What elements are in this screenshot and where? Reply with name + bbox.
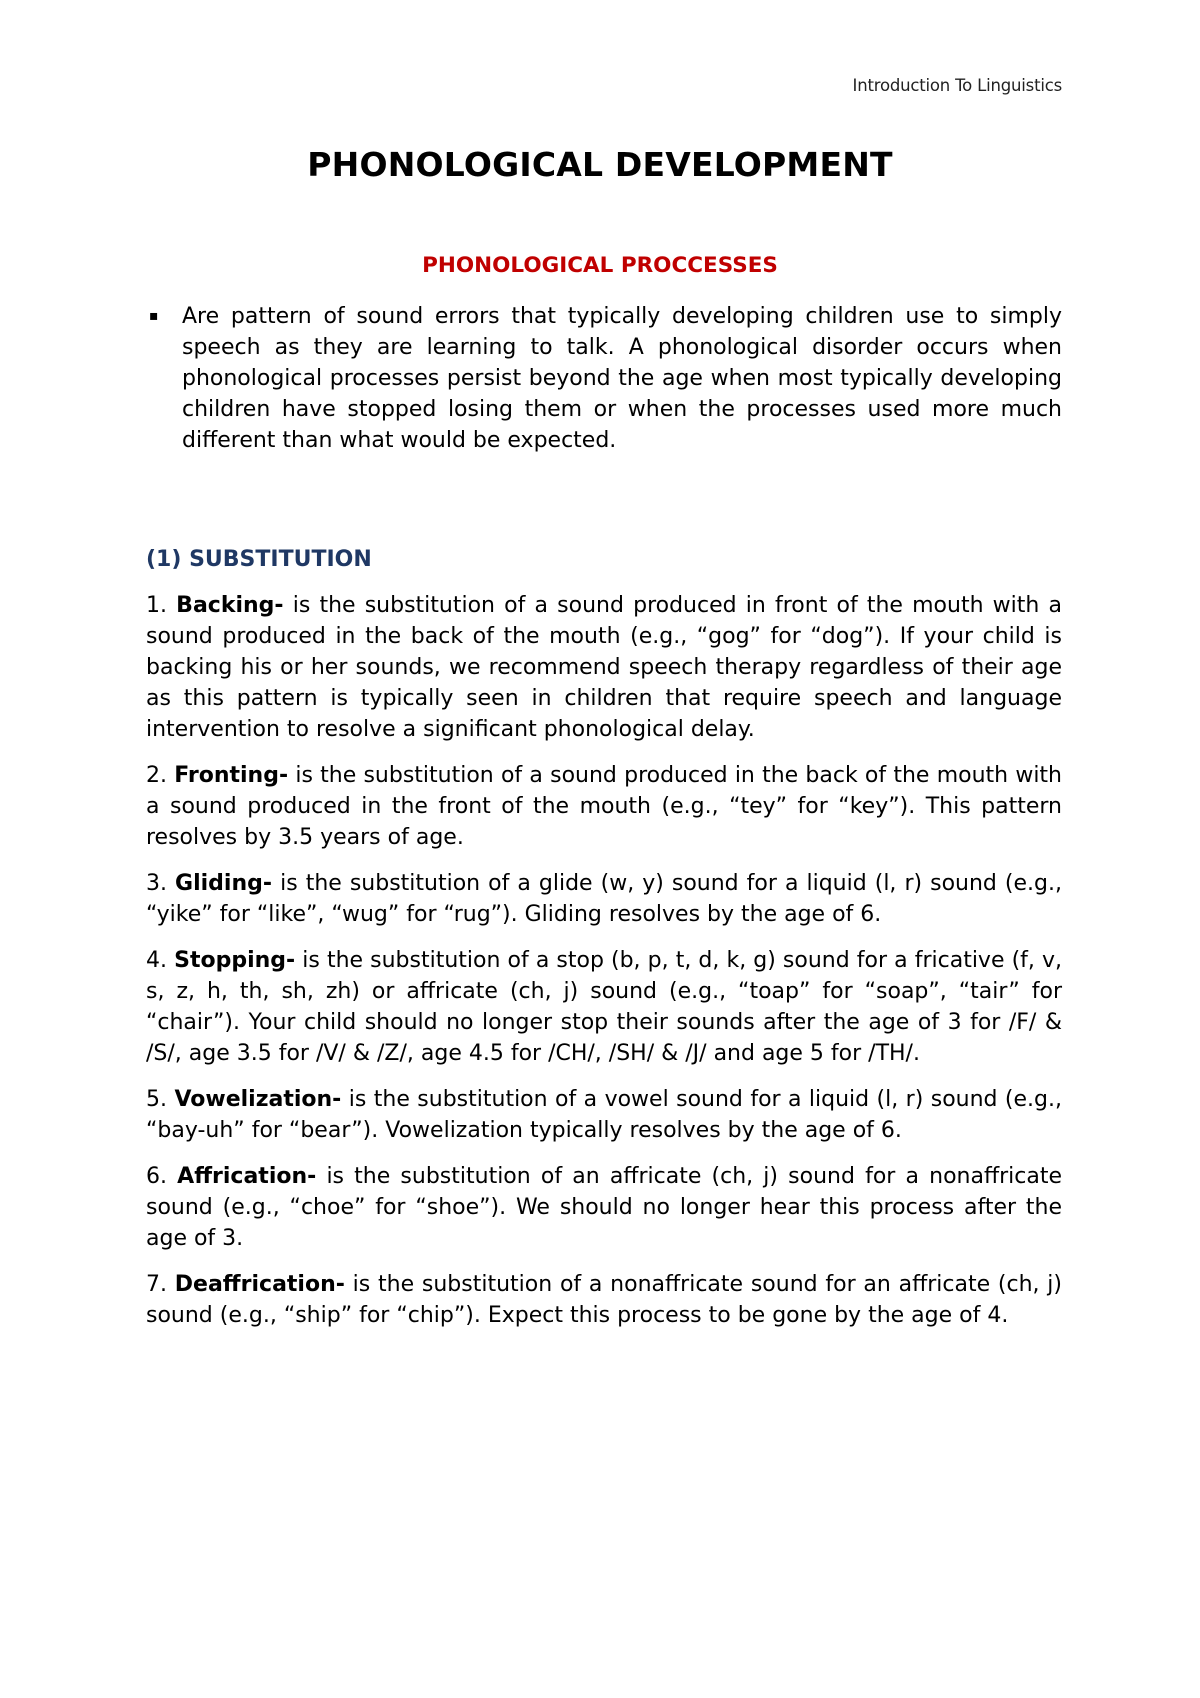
page-title: PHONOLOGICAL DEVELOPMENT <box>307 145 893 184</box>
item-text: is the substitution of a sound produced in front of the mouth with a sound produced in the back of the mouth (e.g., “gog” for “dog”). If your child is backing his or her sounds, we recommend speech therapy regardless of their age as this pattern is typically seen in children that require speech and language intervention to resolve a significant phonological delay. <box>146 593 1062 742</box>
list-item <box>146 590 1062 745</box>
item-term: Stopping- <box>174 948 296 973</box>
item-number: 4. <box>146 948 167 973</box>
list-item <box>146 868 1062 930</box>
item-term: Affrication- <box>177 1164 317 1189</box>
item-term: Deaffrication- <box>174 1272 345 1297</box>
bullet-paragraph <box>149 301 1062 456</box>
item-text: is the substitution of a stop (b, p, t, d, k, g) sound for a fricative (f, v, s, z, h, th, sh, zh) or affricate (ch, j) sound (e.g., “toap” for “soap”, “tair” for “chair”). Your child should no longer stop their sounds after the age of 3 for /F/ & /S/, age 3.5 for /V/ & /Z/, age 4.5 for /CH/, /SH/ & /J/ and age 5 for /TH/. <box>146 948 1063 1066</box>
process-list <box>146 590 1062 1346</box>
item-term: Gliding- <box>175 871 273 896</box>
section-heading: (1) SUBSTITUTION <box>146 547 372 572</box>
item-number: 5. <box>146 1087 167 1112</box>
item-term: Fronting- <box>174 763 289 788</box>
bullet-text: Are pattern of sound errors that typically developing children use to simply speech as they are learning to talk. A phonological disorder occurs when phonological processes persist beyond the age when most typically developing children have stopped losing them or when the processes used more much different than what would be expected. <box>182 304 1062 453</box>
item-number: 6. <box>146 1164 167 1189</box>
item-number: 2. <box>146 763 167 788</box>
item-number: 7. <box>146 1272 167 1297</box>
item-term: Vowelization- <box>174 1087 342 1112</box>
item-number: 1. <box>146 593 167 618</box>
list-item <box>146 945 1062 1069</box>
item-text: is the substitution of a nonaffricate sound for an affricate (ch, j) sound (e.g., “ship” for “chip”). Expect this process to be gone by the age of 4. <box>146 1272 1062 1328</box>
section-subtitle: PHONOLOGICAL PROCCESSES <box>422 253 778 278</box>
square-bullet-icon: ▪ <box>149 308 159 324</box>
item-term: Backing- <box>176 593 284 618</box>
item-text: is the substitution of a sound produced in the back of the mouth with a sound produced in the front of the mouth (e.g., “tey” for “key”). This pattern resolves by 3.5 years of age. <box>146 763 1062 850</box>
item-text: is the substitution of a vowel sound for a liquid (l, r) sound (e.g., “bay-uh” for “bear”). Vowelization typically resolves by the age of 6. <box>146 1087 1062 1143</box>
item-text: is the substitution of a glide (w, y) sound for a liquid (l, r) sound (e.g., “yike” for “like”, “wug” for “rug”). Gliding resolves by the age of 6. <box>146 871 1062 927</box>
item-text: is the substitution of an affricate (ch, j) sound for a nonaffricate sound (e.g., “choe” for “shoe”). We should no longer hear this process after the age of 3. <box>146 1164 1063 1251</box>
list-item <box>146 1269 1062 1331</box>
item-number: 3. <box>146 871 167 896</box>
list-item <box>146 1161 1062 1254</box>
running-header: Introduction To Linguistics <box>852 76 1062 95</box>
list-item <box>146 1084 1062 1146</box>
list-item <box>146 760 1062 853</box>
